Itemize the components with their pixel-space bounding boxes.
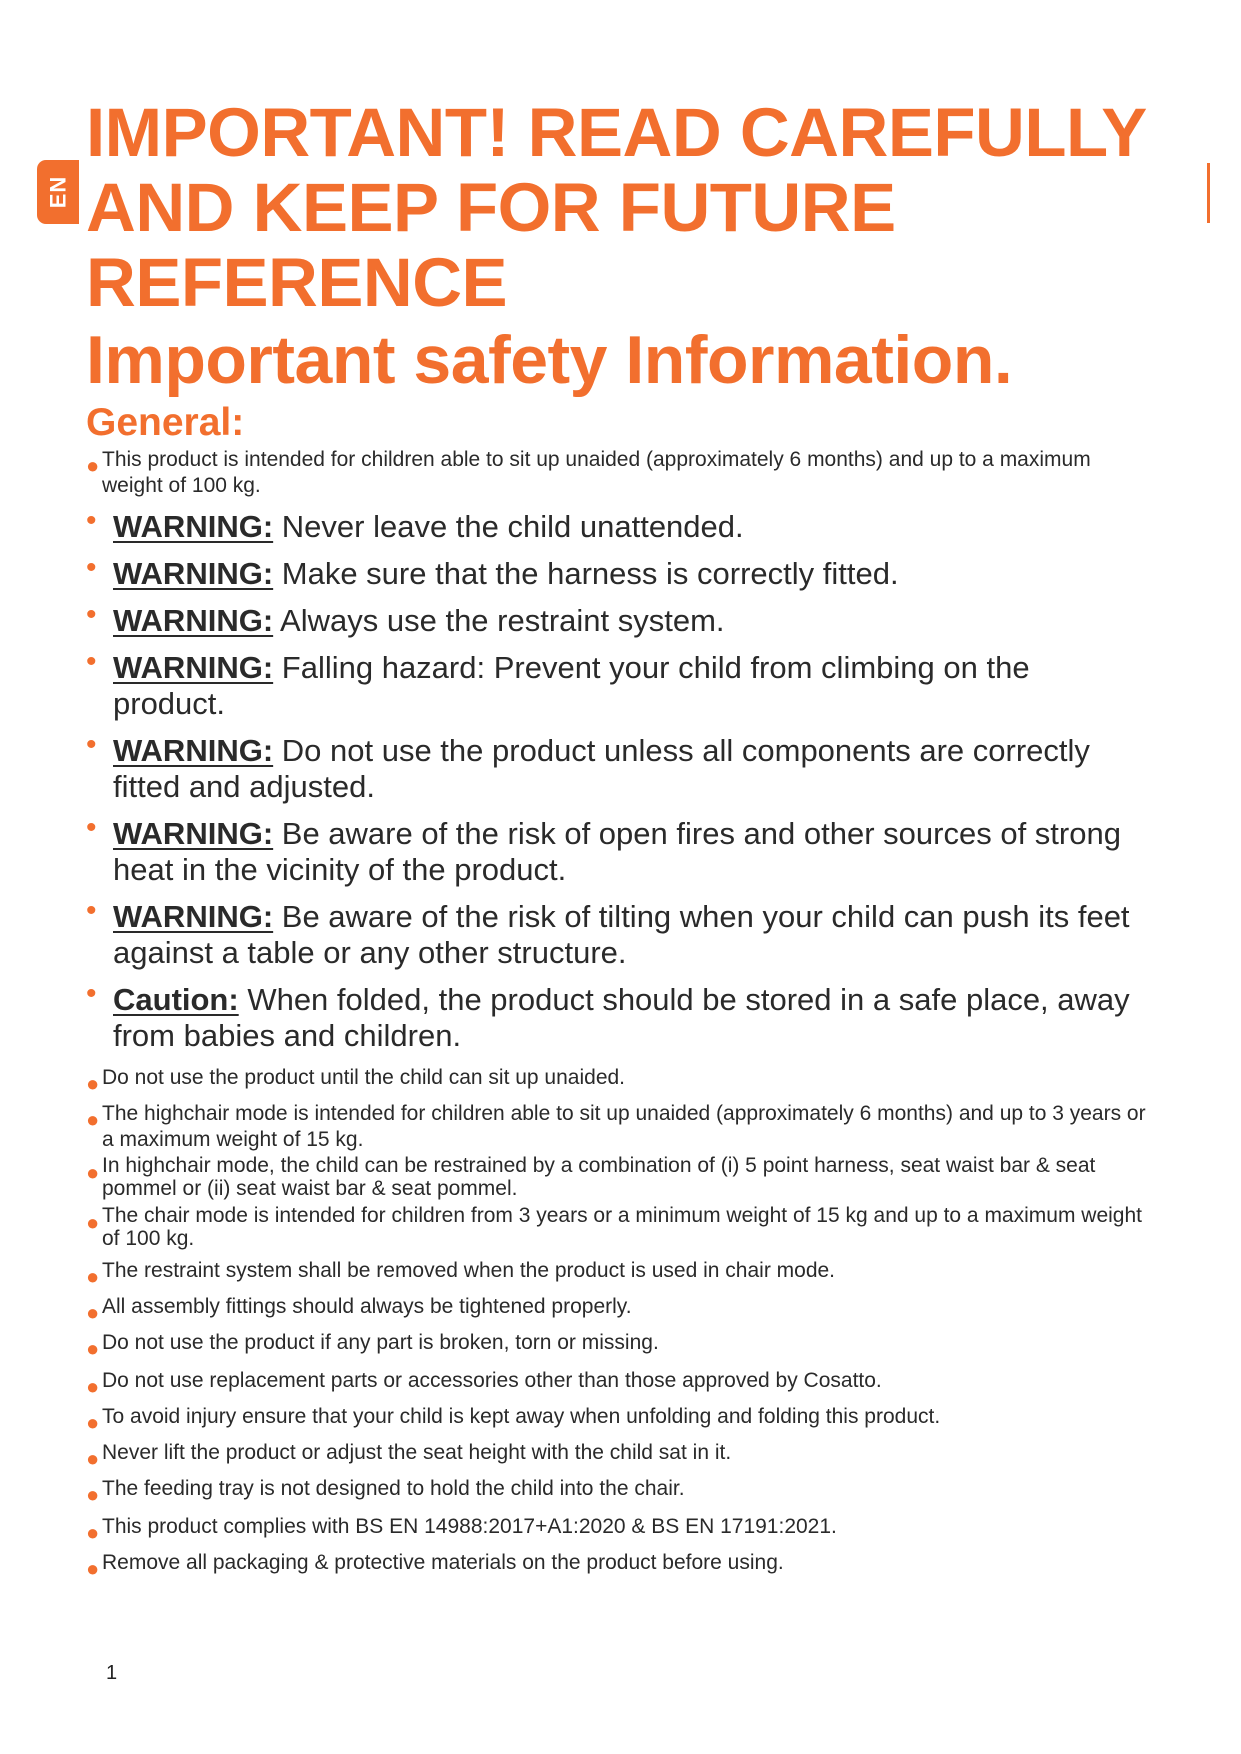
warning-text: Make sure that the harness is correctly fitted. [273,556,899,591]
warning-label: WARNING: [113,733,274,768]
bullet-icon: ● [86,1410,100,1435]
page-number: 1 [106,1662,118,1684]
list-item-text: All assembly fittings should always be tightened properly. [102,1295,632,1318]
bullet-icon: • [86,645,97,678]
warning-item [86,645,1141,722]
caution-item [86,977,1141,1054]
bullet-icon: • [86,551,97,584]
list-item [86,447,1147,499]
list-item-text: Do not use replacement parts or accessories other than those approved by Cosatto. [102,1369,882,1392]
general-list [86,1065,1146,1581]
list-item-text: This product is intended for children able to sit up unaided (approximately 6 months) and up to a maximum weight of 100 kg. [102,448,1091,497]
bullet-icon: • [86,504,97,537]
bullet-icon: • [86,811,97,844]
bullet-icon: • [86,728,97,761]
edge-marker [1207,163,1210,223]
warning-list [86,504,1141,1054]
list-item-text: This product complies with BS EN 14988:2017+A1:2020 & BS EN 17191:2021. [102,1515,837,1538]
warning-item [86,894,1141,971]
bullet-icon: • [86,894,97,927]
bullet-icon: ● [86,1210,100,1235]
list-item-text: The highchair mode is intended for children able to sit up unaided (approximately 6 months) and up to 3 years or a maximum weight of 15 kg. [102,1102,1146,1151]
section-heading: General: [86,401,245,444]
warning-text: Be aware of the risk of open fires and other sources of strong heat in the vicinity of the product. [113,816,1121,887]
list-item [86,1258,1146,1289]
language-tab [37,160,79,224]
list-item [86,1514,1146,1545]
warning-item [86,598,1141,639]
list-item [86,1440,1146,1471]
intro-list [86,447,1186,499]
list-item-text: Do not use the product if any part is broken, torn or missing. [102,1331,659,1354]
list-item-text: In highchair mode, the child can be restrained by a combination of (i) 5 point harness, seat waist bar & seat pommel or (ii) seat waist bar & seat pommel. [102,1154,1096,1200]
bullet-icon: ● [86,1556,100,1581]
bullet-icon: ● [86,1374,100,1399]
page-subtitle: Important safety Information. [86,322,1013,398]
list-item-text: Remove all packaging & protective materials on the product before using. [102,1551,784,1574]
list-item [86,1294,1146,1325]
warning-item [86,504,1141,545]
bullet-icon: ● [86,1264,100,1289]
bullet-icon: • [86,977,97,1010]
list-item [86,1368,1146,1399]
list-item [86,1204,1146,1250]
caution-label: Caution: [113,982,239,1017]
list-item [86,1476,1146,1507]
list-item [86,1065,1146,1096]
warning-label: WARNING: [113,556,274,591]
bullet-icon: ● [86,1300,100,1325]
list-item [86,1550,1146,1581]
list-item [86,1154,1146,1200]
bullet-icon: ● [86,1071,100,1096]
list-item-text: Never lift the product or adjust the seat height with the child sat in it. [102,1441,732,1464]
list-item-text: To avoid injury ensure that your child is kept away when unfolding and folding this product. [102,1405,941,1428]
warning-text: Do not use the product unless all components are correctly fitted and adjusted. [113,733,1090,804]
list-item-text: The chair mode is intended for children from 3 years or a minimum weight of 15 kg and up to a maximum weight of 100 kg. [102,1204,1142,1250]
bullet-icon: ● [86,1482,100,1507]
list-item-text: Do not use the product until the child can sit up unaided. [102,1066,626,1089]
bullet-icon: ● [86,1520,100,1545]
list-item [86,1404,1146,1435]
warning-label: WARNING: [113,509,274,544]
list-item-text: The feeding tray is not designed to hold the child into the chair. [102,1477,685,1500]
warning-label: WARNING: [113,650,274,685]
warning-text: Be aware of the risk of tilting when your child can push its feet against a table or any other structure. [113,899,1130,970]
bullet-icon: ● [86,1446,100,1471]
warning-text: Always use the restraint system. [273,603,725,638]
bullet-icon: • [86,598,97,631]
list-item [86,1101,1146,1153]
warning-item [86,728,1141,805]
bullet-icon: ● [86,1107,100,1132]
bullet-icon: ● [86,1160,100,1185]
bullet-icon: ● [86,453,100,478]
warning-text: Never leave the child unattended. [273,509,744,544]
warning-item [86,811,1141,888]
caution-text: When folded, the product should be stored in a safe place, away from babies and children. [113,982,1130,1053]
language-tab-label: EN [45,175,70,209]
safety-content [86,94,1186,1581]
warning-text: Falling hazard: Prevent your child from climbing on the product. [113,650,1030,721]
page-title: IMPORTANT! READ CAREFULLY AND KEEP FOR FUTURE REFERENCE [86,94,1146,321]
list-item-text: The restraint system shall be removed when the product is used in chair mode. [102,1259,836,1282]
warning-label: WARNING: [113,603,274,638]
warning-label: WARNING: [113,816,274,851]
list-item [86,1330,1146,1361]
warning-item [86,551,1141,592]
warning-label: WARNING: [113,899,274,934]
bullet-icon: ● [86,1336,100,1361]
